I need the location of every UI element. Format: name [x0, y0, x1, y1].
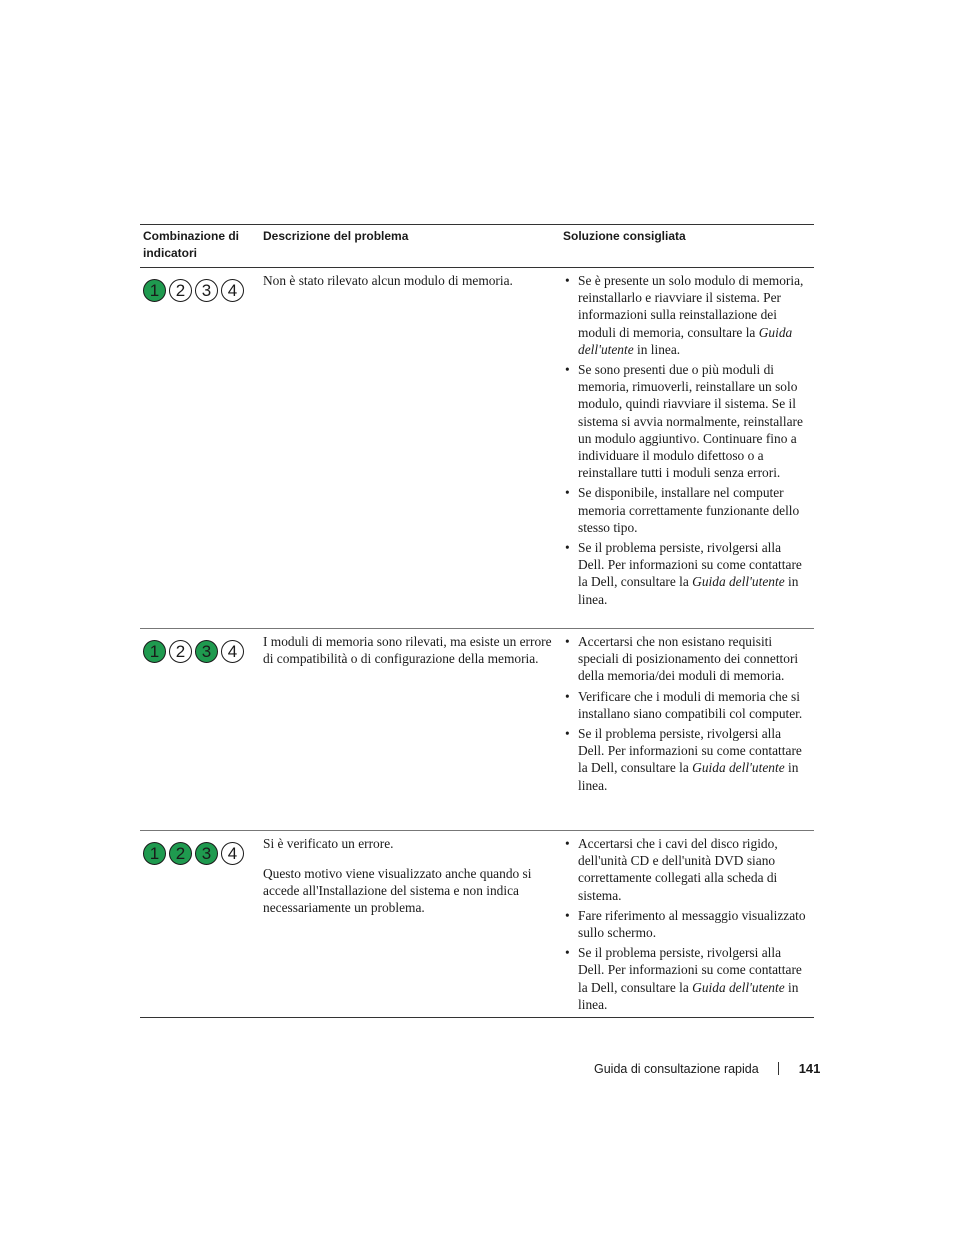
- solution-cell: [561, 629, 814, 830]
- header-indicator-combination: Combinazione di indicatori: [143, 229, 239, 260]
- solution-list: [563, 835, 814, 1013]
- indicator-cell: [140, 629, 263, 830]
- solution-item: [563, 272, 814, 358]
- solution-text: Se il problema persiste, rivolgersi alla Dell. Per informazioni su come contattare la Dell, consultare la: [578, 726, 802, 776]
- diagnostic-light-3-off: 3: [195, 279, 218, 302]
- diagnostic-light-1-on: 1: [143, 279, 166, 302]
- description-cell: [263, 831, 561, 1017]
- diagnostic-light-3-on: 3: [195, 842, 218, 865]
- solution-item: [563, 688, 814, 722]
- solution-text: Verificare che i moduli di memoria che si installano siano compatibili col computer.: [578, 688, 803, 721]
- table-header: [140, 225, 814, 268]
- table-row: [140, 268, 814, 629]
- user-guide-reference: Guida dell'utente: [692, 979, 785, 995]
- solution-item: [563, 361, 814, 481]
- diagnostic-light-2-off: 2: [169, 279, 192, 302]
- solution-text-suffix: in linea.: [578, 574, 799, 607]
- problem-description-text: I moduli di memoria sono rilevati, ma esiste un errore di compatibilità o di configurazione della memoria.: [263, 634, 552, 667]
- page-footer: [594, 1061, 820, 1076]
- diagnostic-light-3-on: 3: [195, 640, 218, 663]
- solution-text-suffix: in linea.: [578, 760, 799, 793]
- diagnostic-light-2-off: 2: [169, 640, 192, 663]
- solution-cell: [561, 831, 814, 1017]
- solution-list: [563, 272, 814, 608]
- diagnostic-light-1-on: 1: [143, 640, 166, 663]
- user-guide-reference: Guida dell'utente: [692, 574, 785, 590]
- solution-item: [563, 944, 814, 1013]
- problem-description-text: Questo motivo viene visualizzato anche quando si accede all'Installazione del sistema e non indica necessariamente un problema.: [263, 865, 532, 916]
- solution-text-suffix: in linea.: [633, 341, 681, 357]
- description-cell: [263, 629, 561, 830]
- solution-text: Se è presente un solo modulo di memoria, reinstallarlo e riavviare il sistema. Per informazioni sulla reinstallazione dei moduli di memoria, consultare la: [578, 273, 804, 340]
- led-pattern: [143, 835, 263, 865]
- led-pattern: [143, 633, 263, 663]
- solution-text: Se disponibile, installare nel computer memoria correttamente funzionante dello stesso tipo.: [578, 485, 800, 535]
- user-guide-reference: Guida dell'utente: [578, 324, 793, 357]
- solution-text: Se sono presenti due o più moduli di memoria, rimuoverli, reinstallare un solo modulo, quindi riavviare il sistema. Se il sistema si avvia normalmente, reinstallare un modulo aggiuntivo. Continuare fino a individuare il modulo difettoso o a reinstallare tutti i moduli senza errori.: [578, 362, 803, 481]
- solution-item: [563, 835, 814, 904]
- solution-item: [563, 633, 814, 685]
- solution-text: Se il problema persiste, rivolgersi alla Dell. Per informazioni su come contattare la Dell, consultare la: [578, 945, 802, 995]
- user-guide-reference: Guida dell'utente: [692, 760, 785, 776]
- solution-cell: [561, 268, 814, 628]
- diagnostic-lights-table: [140, 224, 814, 1018]
- diagnostic-light-2-on: 2: [169, 842, 192, 865]
- table-row: [140, 831, 814, 1017]
- solution-item: [563, 725, 814, 794]
- description-cell: [263, 268, 561, 628]
- solution-text: Se il problema persiste, rivolgersi alla Dell. Per informazioni su come contattare la Dell, consultare la: [578, 540, 802, 590]
- diagnostic-light-4-off: 4: [221, 279, 244, 302]
- footer-title: Guida di consultazione rapida: [594, 1061, 759, 1076]
- indicator-cell: [140, 268, 263, 628]
- solution-text: Accertarsi che i cavi del disco rigido, dell'unità CD e dell'unità DVD siano correttamente collegati alla scheda di sistema.: [578, 836, 778, 903]
- diagnostic-light-4-off: 4: [221, 640, 244, 663]
- header-recommended-solution: Soluzione consigliata: [563, 229, 686, 243]
- solution-item: [563, 484, 814, 536]
- solution-text-suffix: in linea.: [578, 979, 799, 1012]
- page-number: 141: [798, 1061, 821, 1076]
- solution-item: [563, 907, 814, 941]
- header-problem-description: Descrizione del problema: [263, 229, 409, 243]
- footer-separator: [778, 1062, 779, 1075]
- solution-item: [563, 539, 814, 608]
- solution-text: Fare riferimento al messaggio visualizzato sullo schermo.: [578, 907, 806, 941]
- problem-description-text: Non è stato rilevato alcun modulo di memoria.: [263, 273, 513, 288]
- problem-description-text: Si è verificato un errore.: [263, 836, 394, 851]
- solution-text: Accertarsi che non esistano requisiti speciali di posizionamento dei connettori della memoria/dei moduli di memoria.: [578, 634, 799, 684]
- table-row: [140, 629, 814, 831]
- diagnostic-light-4-off: 4: [221, 842, 244, 865]
- led-pattern: [143, 272, 263, 302]
- diagnostic-light-1-on: 1: [143, 842, 166, 865]
- solution-list: [563, 633, 814, 794]
- indicator-cell: [140, 831, 263, 1017]
